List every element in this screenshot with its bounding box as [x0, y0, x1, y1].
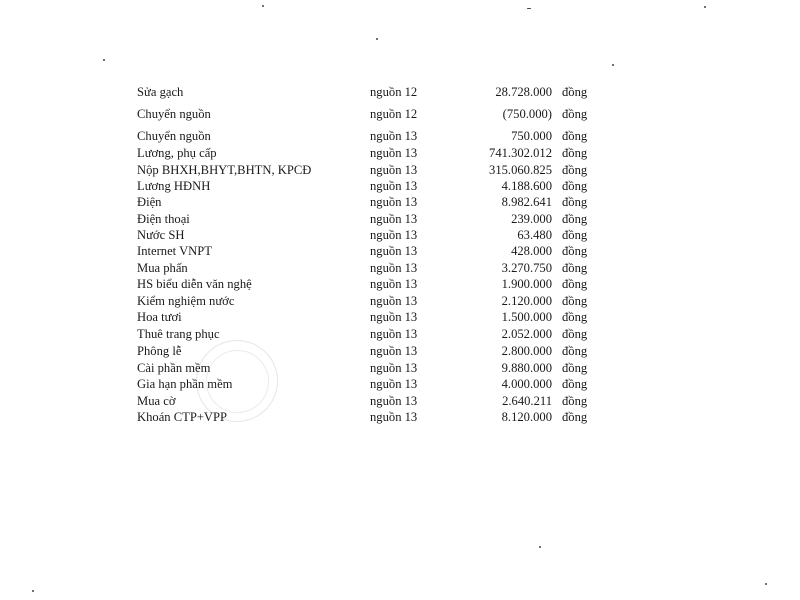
- funding-source: nguồn 13: [370, 195, 418, 209]
- funding-source: nguồn 13: [370, 146, 418, 160]
- currency-unit: đồng: [562, 361, 588, 375]
- ledger-row: [0, 145, 800, 161]
- ledger-row: [0, 343, 800, 359]
- expense-description: Nộp BHXH,BHYT,BHTN, KPCĐ: [137, 163, 312, 177]
- ledger-row: [0, 360, 800, 376]
- expense-description: Mua cờ: [137, 394, 176, 408]
- expense-description: Internet VNPT: [137, 244, 212, 258]
- ledger-row: [0, 260, 800, 276]
- funding-source: nguồn 13: [370, 277, 418, 291]
- ledger-row: [0, 326, 800, 342]
- funding-source: nguồn 13: [370, 327, 418, 341]
- amount: 2.120.000: [501, 294, 552, 308]
- amount: 741.302.012: [489, 146, 552, 160]
- amount: 428.000: [511, 244, 552, 258]
- funding-source: nguồn 13: [370, 129, 418, 143]
- expense-description: Sửa gạch: [137, 85, 184, 99]
- ledger-row: [0, 309, 800, 325]
- amount: 315.060.825: [489, 163, 552, 177]
- funding-source: nguồn 13: [370, 179, 418, 193]
- expense-description: Phông lễ: [137, 344, 182, 358]
- ledger-row: [0, 243, 800, 259]
- amount: (750.000): [502, 107, 552, 121]
- funding-source: nguồn 13: [370, 163, 418, 177]
- funding-source: nguồn 13: [370, 212, 418, 226]
- amount: 8.120.000: [501, 410, 552, 424]
- funding-source: nguồn 13: [370, 294, 418, 308]
- expense-description: Nước SH: [137, 228, 185, 242]
- ledger-row: [0, 227, 800, 243]
- currency-unit: đồng: [562, 410, 588, 424]
- currency-unit: đồng: [562, 394, 588, 408]
- amount: 8.982.641: [501, 195, 552, 209]
- amount: 9.880.000: [501, 361, 552, 375]
- currency-unit: đồng: [562, 212, 588, 226]
- expense-description: Điện: [137, 195, 162, 209]
- ledger-row: [0, 376, 800, 392]
- amount: 2.800.000: [501, 344, 552, 358]
- currency-unit: đồng: [562, 277, 588, 291]
- funding-source: nguồn 13: [370, 310, 418, 324]
- currency-unit: đồng: [562, 344, 588, 358]
- ledger-row: [0, 211, 800, 227]
- ledger-row: [0, 393, 800, 409]
- ledger-row: [0, 178, 800, 194]
- currency-unit: đồng: [562, 146, 588, 160]
- expense-description: Thuê trang phục: [137, 327, 220, 341]
- ledger-row: [0, 409, 800, 425]
- amount: 3.270.750: [501, 261, 552, 275]
- currency-unit: đồng: [562, 195, 588, 209]
- currency-unit: đồng: [562, 85, 588, 99]
- amount: 4.000.000: [501, 377, 552, 391]
- funding-source: nguồn 13: [370, 244, 418, 258]
- amount: 750.000: [511, 129, 552, 143]
- expense-description: Mua phấn: [137, 261, 188, 275]
- funding-source: nguồn 13: [370, 228, 418, 242]
- amount: 1.900.000: [501, 277, 552, 291]
- expense-description: Kiểm nghiệm nước: [137, 294, 235, 308]
- ledger-row: [0, 276, 800, 292]
- amount: 2.640.211: [502, 394, 552, 408]
- expense-description: Hoa tươi: [137, 310, 182, 324]
- ledger-row: [0, 106, 800, 122]
- currency-unit: đồng: [562, 310, 588, 324]
- expense-description: Khoán CTP+VPP: [137, 410, 228, 424]
- ledger-row: [0, 293, 800, 309]
- amount: 1.500.000: [501, 310, 552, 324]
- expense-description: Điện thoại: [137, 212, 190, 226]
- ledger-row: [0, 128, 800, 144]
- currency-unit: đồng: [562, 163, 588, 177]
- funding-source: nguồn 13: [370, 361, 418, 375]
- funding-source: nguồn 13: [370, 344, 418, 358]
- expense-description: Chuyển nguồn: [137, 107, 211, 121]
- funding-source: nguồn 12: [370, 85, 418, 99]
- ledger-row: [0, 84, 800, 100]
- currency-unit: đồng: [562, 261, 588, 275]
- funding-source: nguồn 13: [370, 377, 418, 391]
- currency-unit: đồng: [562, 327, 588, 341]
- currency-unit: đồng: [562, 294, 588, 308]
- amount: 239.000: [511, 212, 552, 226]
- currency-unit: đồng: [562, 244, 588, 258]
- funding-source: nguồn 13: [370, 261, 418, 275]
- amount: 63.480: [517, 228, 552, 242]
- expense-description: Lương, phụ cấp: [137, 146, 217, 160]
- expense-description: Gia hạn phần mềm: [137, 377, 233, 391]
- expense-description: Lương HĐNH: [137, 179, 211, 193]
- funding-source: nguồn 13: [370, 394, 418, 408]
- expense-description: Chuyển nguồn: [137, 129, 211, 143]
- expense-description: HS biểu diễn văn nghệ: [137, 277, 252, 291]
- ledger-row: [0, 162, 800, 178]
- funding-source: nguồn 12: [370, 107, 418, 121]
- ledger-row: [0, 194, 800, 210]
- amount: 28.728.000: [495, 85, 552, 99]
- currency-unit: đồng: [562, 228, 588, 242]
- currency-unit: đồng: [562, 377, 588, 391]
- currency-unit: đồng: [562, 107, 588, 121]
- funding-source: nguồn 13: [370, 410, 418, 424]
- amount: 2.052.000: [501, 327, 552, 341]
- amount: 4.188.600: [501, 179, 552, 193]
- expense-description: Cài phần mềm: [137, 361, 211, 375]
- currency-unit: đồng: [562, 129, 588, 143]
- currency-unit: đồng: [562, 179, 588, 193]
